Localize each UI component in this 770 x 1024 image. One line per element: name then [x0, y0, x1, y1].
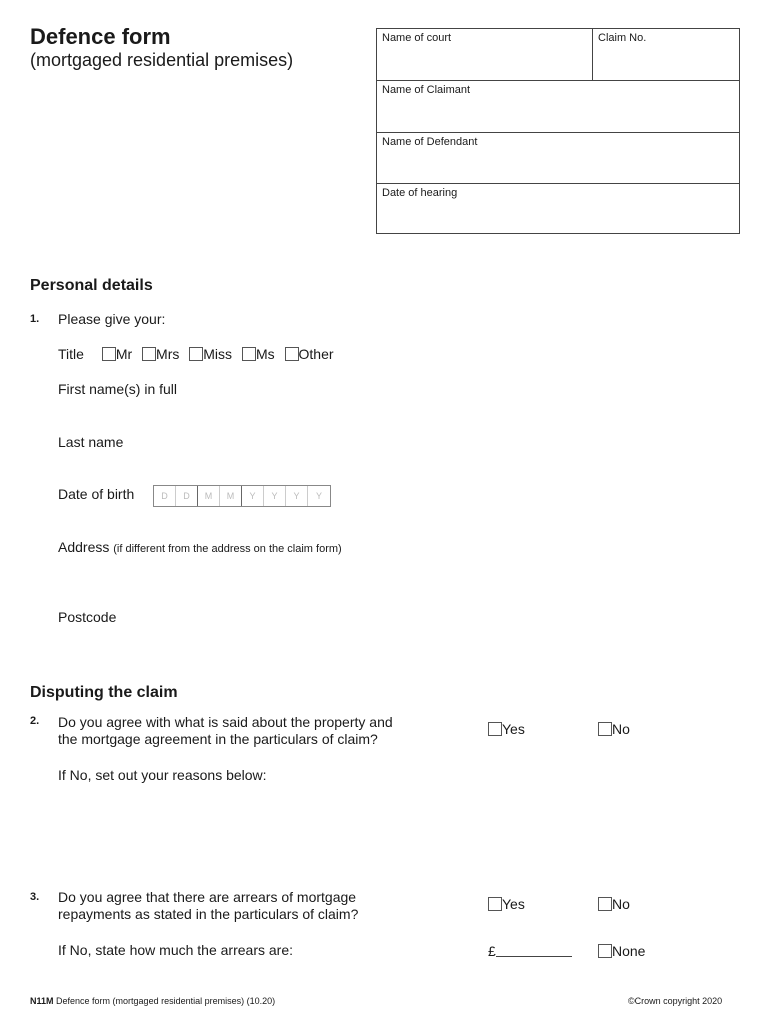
q2-yes-option[interactable]: Yes [488, 721, 525, 737]
dob-year-1[interactable]: Y [242, 486, 264, 506]
hearing-row [377, 184, 739, 233]
q2-no-checkbox[interactable] [598, 722, 612, 736]
address-input[interactable] [58, 560, 742, 608]
postcode-label: Postcode [58, 609, 117, 625]
dob-year-4[interactable]: Y [315, 491, 322, 501]
defendant-cell [377, 133, 739, 183]
first-name-input[interactable] [58, 402, 742, 426]
defendant-label: Name of Defendant [382, 136, 478, 148]
dob-month-1[interactable]: M [198, 486, 220, 506]
arrears-amount-field[interactable] [488, 943, 572, 959]
question-3-line-2: repayments as stated in the particulars of claim? [58, 906, 359, 922]
court-row [377, 29, 739, 81]
last-name-input[interactable] [58, 455, 742, 479]
first-name-label: First name(s) in full [58, 381, 178, 397]
claimant-cell [377, 81, 739, 132]
dob-day-1[interactable]: D [154, 486, 176, 506]
q3-yes-checkbox[interactable] [488, 897, 502, 911]
question-2-line-1: Do you agree with what is said about the property and [58, 714, 393, 730]
hearing-label: Date of hearing [382, 187, 458, 199]
checkbox-mr[interactable] [102, 347, 116, 361]
postcode-input[interactable] [140, 607, 344, 629]
dob-day-2[interactable]: D [176, 486, 198, 506]
checkbox-miss[interactable] [189, 347, 203, 361]
checkbox-mrs[interactable] [142, 347, 156, 361]
question-3-line-1: Do you agree that there are arrears of mortgage [58, 889, 357, 905]
title-option-mrs[interactable]: Mrs [142, 346, 179, 362]
currency-symbol: £ [488, 943, 496, 959]
q3-none-option[interactable]: None [598, 943, 645, 959]
checkbox-ms[interactable] [242, 347, 256, 361]
title-option-ms[interactable]: Ms [242, 346, 275, 362]
title-row [58, 346, 340, 362]
title-option-miss[interactable]: Miss [189, 346, 232, 362]
court-name-input[interactable] [382, 61, 587, 77]
dob-year-2[interactable]: Y [264, 486, 286, 506]
q3-if-no-text: If No, state how much the arrears are: [58, 942, 293, 958]
footer-form-id [30, 996, 275, 1006]
question-2-line-2: the mortgage agreement in the particulars of claim? [58, 731, 378, 747]
address-label-row [58, 539, 342, 555]
question-1-number: 1. [30, 313, 40, 325]
dob-input-grid[interactable] [153, 485, 331, 507]
title-option-mr[interactable]: Mr [102, 346, 132, 362]
claimant-row [377, 81, 739, 133]
q3-no-option[interactable]: No [598, 896, 630, 912]
q3-yes-option[interactable]: Yes [488, 896, 525, 912]
q2-no-option[interactable]: No [598, 721, 630, 737]
footer-form-name: Defence form (mortgaged residential premises) (10.20) [56, 996, 276, 1006]
footer-copyright: ©Crown copyright 2020 [628, 996, 723, 1006]
footer-form-code: N11M [30, 996, 54, 1006]
court-details-box [376, 28, 740, 234]
question-2-number: 2. [30, 715, 40, 727]
defendant-row [377, 133, 739, 184]
q2-reasons-input[interactable] [58, 790, 742, 884]
dob-year-3[interactable]: Y [286, 486, 308, 506]
address-label: Address [58, 539, 110, 555]
address-note: (if different from the address on the claim form) [113, 543, 342, 555]
dob-label: Date of birth [58, 486, 135, 502]
q3-none-checkbox[interactable] [598, 944, 612, 958]
claim-no-input[interactable] [598, 61, 734, 77]
claim-no-cell [593, 29, 739, 80]
title-label: Title [58, 346, 84, 362]
hearing-input[interactable] [382, 214, 734, 230]
claim-no-label: Claim No. [598, 32, 647, 44]
q2-if-no-text: If No, set out your reasons below: [58, 767, 267, 783]
personal-details-heading: Personal details [30, 277, 153, 294]
claimant-input[interactable] [382, 113, 734, 129]
q2-yes-checkbox[interactable] [488, 722, 502, 736]
dob-month-2[interactable]: M [220, 486, 242, 506]
question-1-text: Please give your: [58, 311, 166, 327]
claimant-label: Name of Claimant [382, 84, 471, 96]
question-3-number: 3. [30, 891, 40, 903]
form-subtitle: (mortgaged residential premises) [30, 50, 294, 70]
title-option-other[interactable]: Other [285, 346, 334, 362]
checkbox-other[interactable] [285, 347, 299, 361]
hearing-cell [377, 184, 739, 233]
q3-no-checkbox[interactable] [598, 897, 612, 911]
court-name-cell [377, 29, 593, 80]
disputing-claim-heading: Disputing the claim [30, 684, 178, 701]
court-name-label: Name of court [382, 32, 452, 44]
defendant-input[interactable] [382, 164, 734, 180]
form-title: Defence form [30, 24, 171, 49]
last-name-label: Last name [58, 434, 124, 450]
arrears-amount-input[interactable] [496, 944, 572, 957]
